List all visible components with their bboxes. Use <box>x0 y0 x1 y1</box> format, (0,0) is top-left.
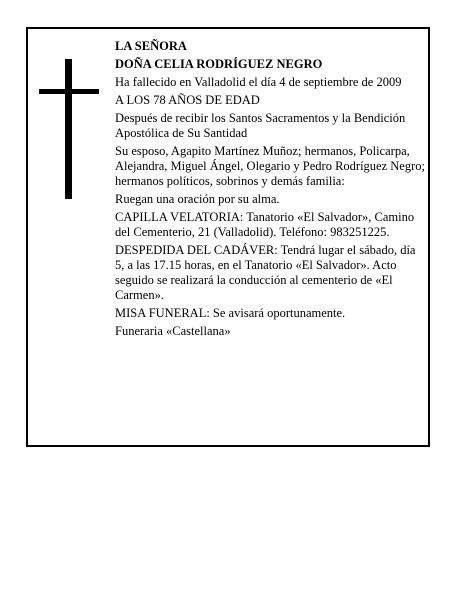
funeral-mass-line: MISA FUNERAL: Se avisará oportunamente. <box>115 306 346 320</box>
farewell-line: DESPEDIDA DEL CADÁVER: Tendrá lugar el sábado, día 5, a las 17.15 horas, en el Tanatorio «El Salvador». Acto seguido se realizará la conducción al cementerio de «El Carmen». <box>115 243 416 302</box>
family-line: Su esposo, Agapito Martínez Muñoz; hermanos, Policarpa, Alejandra, Miguel Ángel, Olegario y Pedro Rodríguez Negro; hermanos políticos, sobrinos y demás familia: <box>115 144 425 188</box>
notice-text <box>115 39 427 342</box>
cross-vertical-bar <box>65 59 72 199</box>
death-info: Ha fallecido en Valladolid el día 4 de septiembre de 2009 <box>115 75 402 89</box>
prayer-line: Ruegan una oración por su alma. <box>115 192 280 206</box>
funeral-home-line: Funeraria «Castellana» <box>115 324 231 338</box>
obituary-notice <box>26 27 430 447</box>
sacraments-line: Después de recibir los Santos Sacramentos y la Bendición Apostólica de Su Santidad <box>115 111 406 140</box>
cross-horizontal-bar <box>39 89 99 94</box>
age-line: A LOS 78 AÑOS DE EDAD <box>115 93 260 107</box>
deceased-name: DOÑA CELIA RODRÍGUEZ NEGRO <box>115 57 323 71</box>
notice-title: LA SEÑORA <box>115 39 187 53</box>
cross-icon <box>39 59 99 199</box>
chapel-line: CAPILLA VELATORIA: Tanatorio «El Salvador», Camino del Cementerio, 21 (Valladolid). Teléfono: 983251225. <box>115 210 415 239</box>
